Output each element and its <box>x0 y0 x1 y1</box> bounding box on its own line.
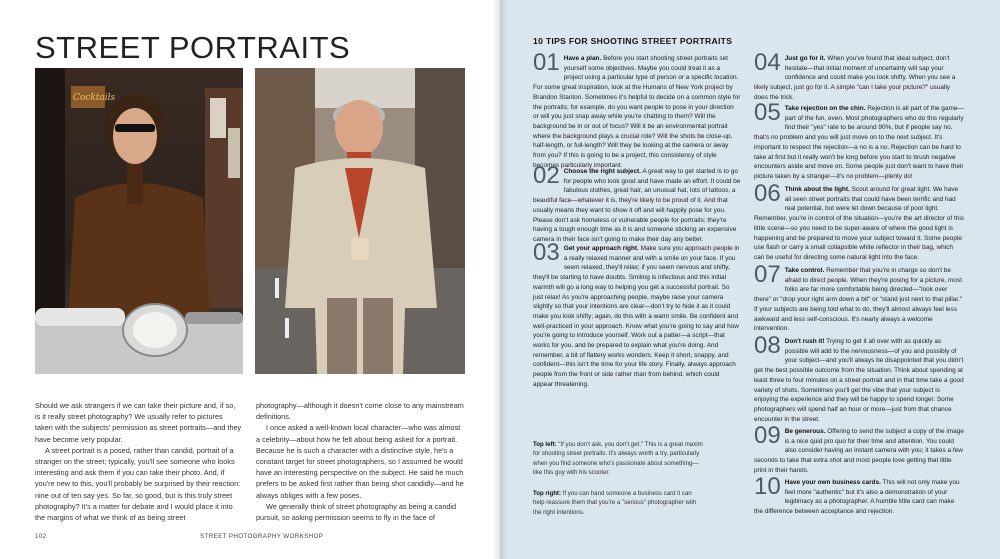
tip-lead: Be generous. <box>784 428 826 435</box>
page-gutter <box>492 0 508 559</box>
tip-05 <box>754 99 964 182</box>
tip-number: 02 <box>533 162 560 189</box>
tip-text: Offering to send the subject a copy of the image is a nice quid pro quo for their time and attention. You could also consider having an instant camera with you; it takes a few seconds to take that extra shot and most people love getting that little print in their hands. <box>754 428 964 474</box>
tip-number: 06 <box>754 180 781 207</box>
tip-text: Make sure you approach people in a really relaxed manner and with a smile on your face. If you seem relaxed, they'll relax; if you seem nervous and shifty, they'll be starting to have doubts. Smiling is infectious and this initial warmth will go a long way to helping you get a successful portrait. So just relax! As you're approaching people, maybe raise your camera slightly so that your intentions are clear—don't try to hide it as it could make you look shifty; again, do this with a warm smile. Be confident and well-practiced in your approach. Know what you're going to say and how you're going to introduce yourself. Work out a patter—a script—that works for you, and be prepared to explain what you're doing. And remember, a bit of flattery works wonders. Keep it short, snappy, and confident—this isn't the time for your life story. Finally, always approach people from the front or side rather than from behind, which could appear threatening. <box>533 245 740 388</box>
tip-number: 09 <box>754 422 781 449</box>
tip-lead: Take control. <box>784 267 825 274</box>
running-head: STREET PHOTOGRAPHY WORKSHOP <box>200 533 324 540</box>
tip-number: 05 <box>754 99 781 126</box>
scooter-man-illustration <box>35 68 243 374</box>
body-paragraph: We generally think of street photography as being a candid pursuit, so asking permission seems to fly in the face of <box>256 501 457 523</box>
tips-heading: 10 TIPS FOR SHOOTING STREET PORTRAITS <box>533 36 733 46</box>
tip-number: 07 <box>754 261 781 288</box>
tip-02 <box>533 162 741 245</box>
tip-lead: Choose the right subject. <box>563 168 641 175</box>
tip-number: 01 <box>533 49 560 76</box>
body-paragraph: A street portrait is a posed, rather than candid, portrait of a stranger on the street; typically, you'll see someone who looks interesting and ask them if you can take their photo. And, if you're new to this, you'll probably be surprised by their reaction: nine out of ten say yes. So far, so good, but is this truly street photography? It's a matter for debate and I would place it into the margins of what we think of as being street <box>35 445 241 523</box>
caption-lead: Top left: <box>533 441 557 448</box>
tip-text: Remember that you're in charge so don't be afraid to direct people. When they're posing for a picture, most folks are far more comfortable being directed—"look over there" or "drop your right arm down a bit" or "stand just next to that pillar." If your subjects are being told what to do, they'll almost always feel less awkward and less self-conscious. It's nearly always a welcome intervention. <box>754 267 963 333</box>
svg-text:Cocktails: Cocktails <box>73 93 116 103</box>
body-column-2 <box>256 400 465 523</box>
suit-man-illustration <box>255 68 465 374</box>
tip-number: 08 <box>754 332 781 359</box>
tip-text: Before you start shooting street portraits set yourself some objectives. Maybe you could treat it as a project using a particular type of person or a specific location. For some great inspiration, look at the Humans of New York project by Brandon Stanton. Sometimes it's helpful to decide on a common style for the portraits; for example, do you want people to pose in your direction or will you just snap away while you're chatting to them? Will the background be in or out of focus? Will it be an environmental portrait where the background plays a crucial role? Will the shots be close-up, half-length, or full-length? Will they be looking at the camera or away from you? If this is going to be a project, this consistency of style becomes particularly important. <box>533 55 741 169</box>
tip-08 <box>754 332 964 424</box>
tip-lead: Have a plan. <box>563 55 602 62</box>
tip-lead: Have your own business cards. <box>784 479 881 486</box>
tip-text: Scout around for great light. We have all seen street portraits that could have been terrific and had real potential, but were let down because of poor light. Remember, you're in control of the situation—you're the art director of this little scene—so you need to be super-aware of where the good light is happening and be prepared to move your subject toward it. Some people use flash or carry a small collapsible white reflector in their bag, which can be useful for directing some natural light into the face. <box>754 186 964 261</box>
tip-09 <box>754 422 964 476</box>
body-column-1 <box>35 400 242 523</box>
tip-lead: Get your approach right. <box>563 245 639 252</box>
caption-text: "If you don't ask, you don't get." This is a great maxim for shooting street portraits. It's always worth a try, particularly when you find someone who's passionate about something—like this guy with his scooter. <box>533 441 703 476</box>
caption-top-left <box>533 440 703 477</box>
tip-text: When you've found that ideal subject, don't hesitate—that initial moment of uncertainty will sap your confidence and could make you look shifty. When you see a likely subject, just go for it. A simple "can I take your picture?" usually does the trick. <box>754 55 956 101</box>
tip-text: This will not only make you feel more "authentic" but it's also a demonstration of your legitimacy as a photographer. A humble little card can make the difference between acceptance and rejection. <box>754 479 960 516</box>
tip-07 <box>754 261 964 334</box>
tip-text: Trying to get it all over with as quickly as possible will add to the nervousness—of you and possibly of your subject—and you'll always be disappointed that you didn't get the best possible outcome from the situation. Think about spending at least three to four minutes on a street portrait and in that time take a good variety of shots. Sometimes you'll get the vibe that your subject is enjoying the experience and they will be happy to spend longer. Some photographers will spend half an hour or more—just from that chance encounter in the street. <box>754 338 964 423</box>
tip-number: 04 <box>754 49 781 76</box>
tip-03 <box>533 239 741 390</box>
photo-suit-man <box>255 68 465 374</box>
tip-lead: Don't rush it! <box>784 338 825 345</box>
caption-top-right <box>533 489 703 517</box>
tip-number: 10 <box>754 473 781 500</box>
tip-text: Rejection is all part of the game—part of the fun, even. Most photographers who do this regularly find their "yes" rate to be around 90%, but if people say no, that's no problem and you will just move on to the next subject. It's important to respect the rejection—a no is a no. Rejection can be hard to take at first but it really won't be long before you start to brush negative encounters aside and move on. Some people just don't want to have their picture taken by a stranger—it's no problem—plenty do! <box>754 105 964 180</box>
body-paragraph: I once asked a well-known local character—who was almost a celebrity—about how he felt about being asked for a portrait. Because he is such a character with a distinctive style, he's a constant target for street photographers, so I assumed he would have an interesting perspective on the subject. He said he much prefers to be asked first rather than being shot candidly—and he always obliges with a few poses. <box>256 423 464 500</box>
body-paragraph: photography—although it doesn't come close to any mainstream definitions. <box>256 401 464 422</box>
page-number: 102 <box>35 533 47 540</box>
tip-01 <box>533 49 741 170</box>
tip-lead: Take rejection on the chin. <box>784 105 866 112</box>
tip-06 <box>754 180 964 263</box>
tip-lead: Just go for it. <box>784 55 826 62</box>
body-paragraph: Should we ask strangers if we can take their picture and, if so, is it really street photography? We usually refer to pictures taken with the subjects' permission as street portraits—and they have become very popular. <box>35 401 242 444</box>
caption-lead: Top right: <box>533 490 561 497</box>
caption-text: If you can hand someone a business card it can help reassure them that you're a "serious" photographer with the right intentions. <box>533 490 697 516</box>
tip-04 <box>754 49 964 103</box>
page-title: STREET PORTRAITS <box>35 30 351 65</box>
tip-number: 03 <box>533 239 560 266</box>
photo-scooter-man <box>35 68 243 374</box>
tip-lead: Think about the light. <box>784 186 850 193</box>
tip-10 <box>754 473 964 517</box>
tip-text: A great way to get started is to go for people who look good and have made an effort. It could be fabulous clothes, great hair, an unusual hat, lots of tattoos, a beautiful face—whatever it is, they're likely to be proud of it. And that usually means they want to show it off and will happily pose for you. Please don't ask homeless or vulnerable people for portraits; they're having a tough enough time as it is and someone sticking an expensive camera in their face isn't going to make their day any better. <box>533 168 741 243</box>
